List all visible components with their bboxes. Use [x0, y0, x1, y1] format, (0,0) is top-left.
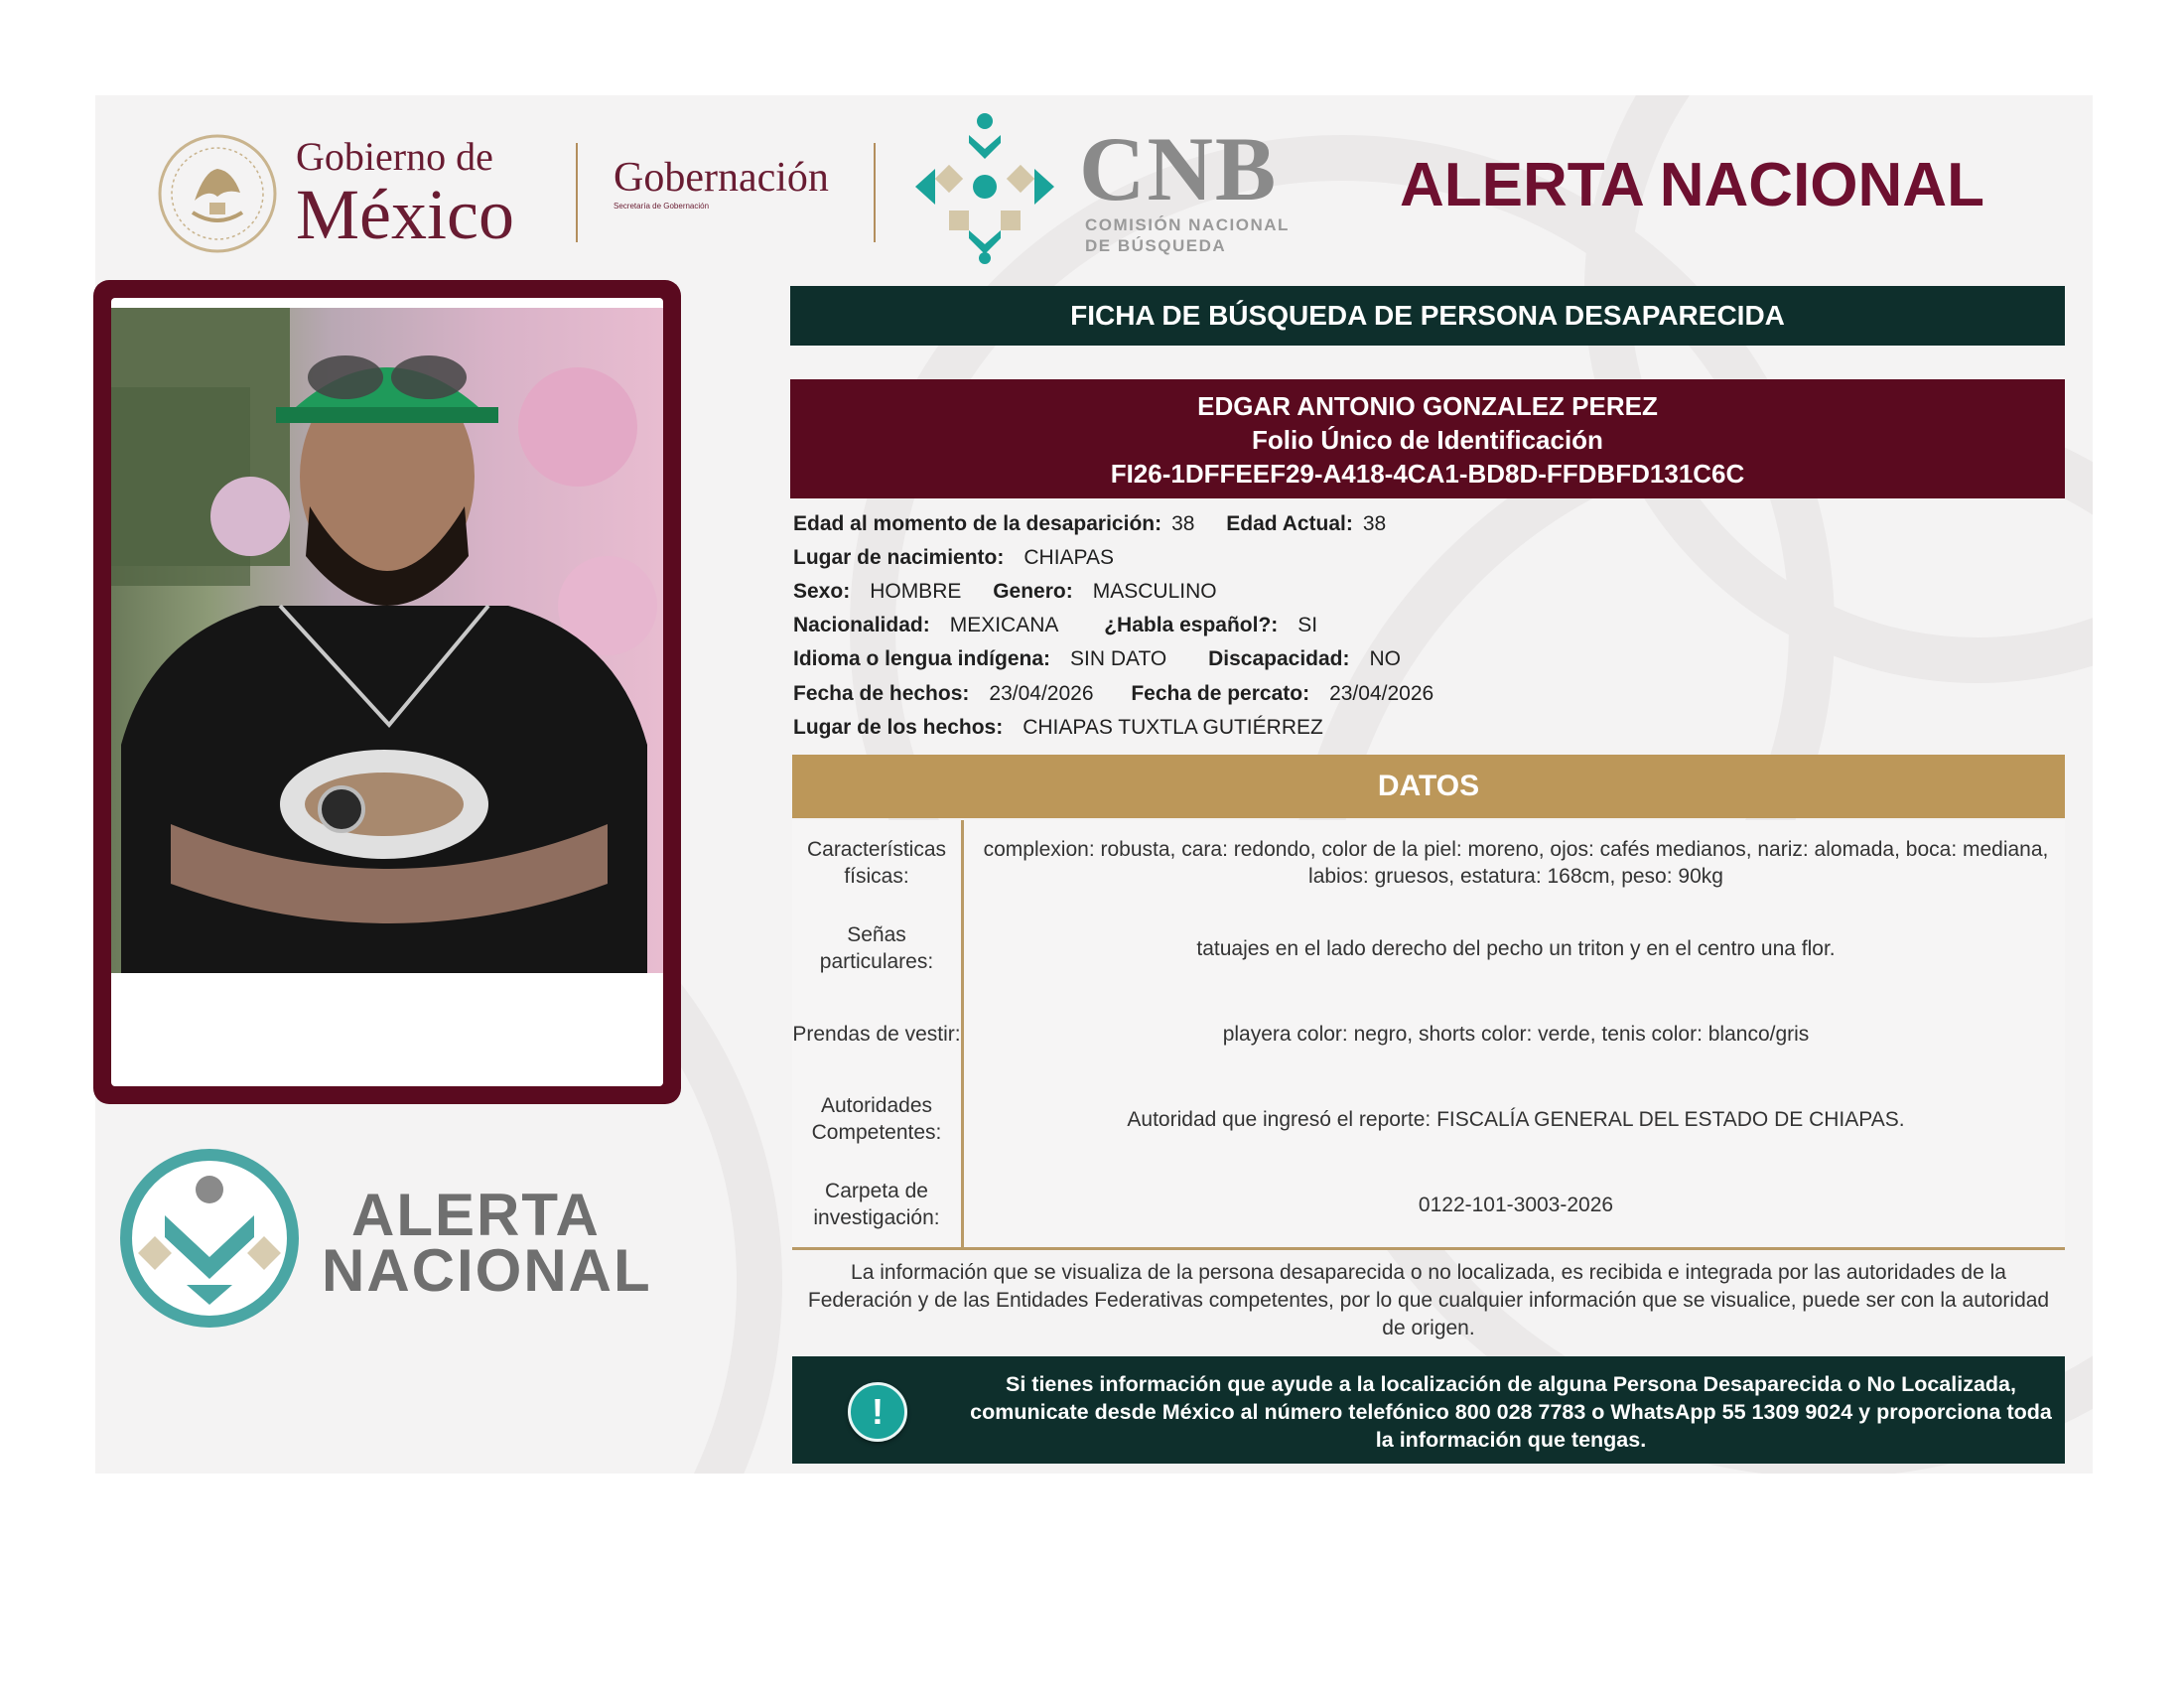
sexo-value: HOMBRE [870, 580, 962, 603]
disclaimer-text: La información que se visualiza de la persona desaparecida o no localizada, es recibida e integrada por las autoridades de la Federación y de las Entidades Federativas competentes, por lo que cualquier información que se visualice, puede ser con la autoridad de origen. [807, 1261, 2050, 1339]
habla-espanol-label: ¿Habla español?: [1104, 614, 1279, 636]
datos-row-label: Prendas de vestir: [792, 991, 964, 1076]
alerta-logo-line2: NACIONAL [322, 1237, 652, 1304]
exclamation-icon: ! [848, 1382, 907, 1442]
datos-row-label: Carpeta de investigación: [792, 1162, 964, 1247]
lugar-hechos-label: Lugar de los hechos: [793, 716, 1004, 739]
mexico-coat-of-arms-icon [155, 131, 280, 256]
datos-row-value: tatuajes en el lado derecho del pecho un triton y en el centro una flor. [1196, 936, 1836, 960]
folio-label: Folio Único de Identificación [1252, 425, 1603, 455]
photo-card [111, 298, 663, 1086]
nacionalidad-value: MEXICANA [949, 614, 1059, 636]
info-row [793, 578, 1243, 606]
datos-row [792, 1162, 2065, 1250]
idioma-label: Idioma o lengua indígena: [793, 647, 1051, 670]
gobierno-line1: Gobierno de [296, 134, 493, 179]
edad-desaparicion-label: Edad al momento de la desaparición: [793, 512, 1162, 535]
gobernacion-logo [614, 157, 829, 211]
datos-row [792, 820, 2065, 909]
discapacidad-label: Discapacidad: [1208, 647, 1350, 670]
cnb-subtitle-line1: COMISIÓN NACIONAL [1085, 215, 1290, 234]
gobernacion-subtitle: Secretaría de Gobernación [614, 202, 710, 211]
gobierno-line2: México [296, 175, 514, 254]
edad-desaparicion-value: 38 [1171, 512, 1195, 535]
info-row [793, 645, 1427, 673]
info-row [793, 714, 1349, 742]
contact-banner [792, 1356, 2065, 1464]
alerta-nacional-logo-icon [117, 1146, 302, 1331]
edad-actual-label: Edad Actual: [1226, 512, 1353, 535]
cnb-emblem-icon [905, 107, 1064, 266]
datos-row-label: Autoridades Competentes: [792, 1076, 964, 1162]
folio-number: FI26-1DFFEEF29-A418-4CA1-BD8D-FFDBFD131C6C [1110, 459, 1745, 489]
missing-person-photo [111, 308, 663, 973]
header-divider [874, 143, 876, 242]
alerta-logo-line1: ALERTA [351, 1182, 601, 1248]
cnb-wordmark: CNB [1079, 118, 1279, 219]
fecha-percato-label: Fecha de percato: [1131, 682, 1310, 705]
datos-row-label: Señas particulares: [792, 906, 964, 991]
info-row [793, 612, 1343, 639]
person-id-box [790, 379, 2065, 498]
idioma-value: SIN DATO [1070, 647, 1167, 670]
info-row [793, 544, 1140, 572]
datos-row-label: Características físicas: [792, 820, 964, 906]
alerta-nacional-title: ALERTA NACIONAL [1400, 151, 1984, 219]
datos-row-value: 0122-101-3003-2026 [1418, 1193, 1614, 1216]
lugar-hechos-value: CHIAPAS TUXTLA GUTIÉRREZ [1023, 716, 1323, 739]
datos-row [792, 906, 2065, 994]
fecha-percato-value: 23/04/2026 [1329, 682, 1434, 705]
cnb-subtitle-line2: DE BÚSQUEDA [1085, 236, 1227, 255]
edad-actual-value: 38 [1362, 512, 1387, 535]
datos-row [792, 991, 2065, 1079]
discapacidad-value: NO [1369, 647, 1401, 670]
datos-header: DATOS [792, 755, 2065, 818]
nacionalidad-label: Nacionalidad: [793, 614, 930, 636]
gobernacion-title: Gobernación [614, 155, 829, 201]
ficha-title-bar: FICHA DE BÚSQUEDA DE PERSONA DESAPARECIDA [790, 286, 2065, 346]
datos-row-value: playera color: negro, shorts color: verde, tenis color: blanco/gris [1222, 1022, 1810, 1046]
info-row [793, 680, 1459, 708]
fecha-hechos-value: 23/04/2026 [989, 682, 1094, 705]
datos-row-value: Autoridad que ingresó el reporte: FISCALÍA GENERAL DEL ESTADO DE CHIAPAS. [1127, 1107, 1905, 1131]
lugar-nacimiento-value: CHIAPAS [1024, 546, 1114, 569]
sexo-label: Sexo: [793, 580, 851, 603]
gobierno-de-mexico-logo [296, 134, 514, 254]
genero-label: Genero: [993, 580, 1073, 603]
fecha-hechos-label: Fecha de hechos: [793, 682, 970, 705]
alerta-nacional-logo-text [322, 1182, 652, 1304]
header-divider [576, 143, 578, 242]
info-row [793, 510, 1412, 538]
contact-text: Si tienes información que ayude a la localización de alguna Persona Desaparecida o No Localizada, comunicate desde México al número telefónico 800 028 7783 o WhatsApp 55 1309 9024 y proporciona toda la información que tengas. [970, 1372, 2052, 1452]
cnb-subtitle [1085, 214, 1290, 256]
person-name: EDGAR ANTONIO GONZALEZ PEREZ [1197, 391, 1658, 421]
datos-row-value: complexion: robusta, cara: redondo, color de la piel: moreno, ojos: cafés medianos, nariz: alomada, boca: mediana, labios: gruesos, estatura: 168cm, peso: 90kg [983, 838, 2049, 888]
lugar-nacimiento-label: Lugar de nacimiento: [793, 546, 1005, 569]
datos-row [792, 1076, 2065, 1165]
habla-espanol-value: SI [1297, 614, 1318, 636]
genero-value: MASCULINO [1092, 580, 1217, 603]
